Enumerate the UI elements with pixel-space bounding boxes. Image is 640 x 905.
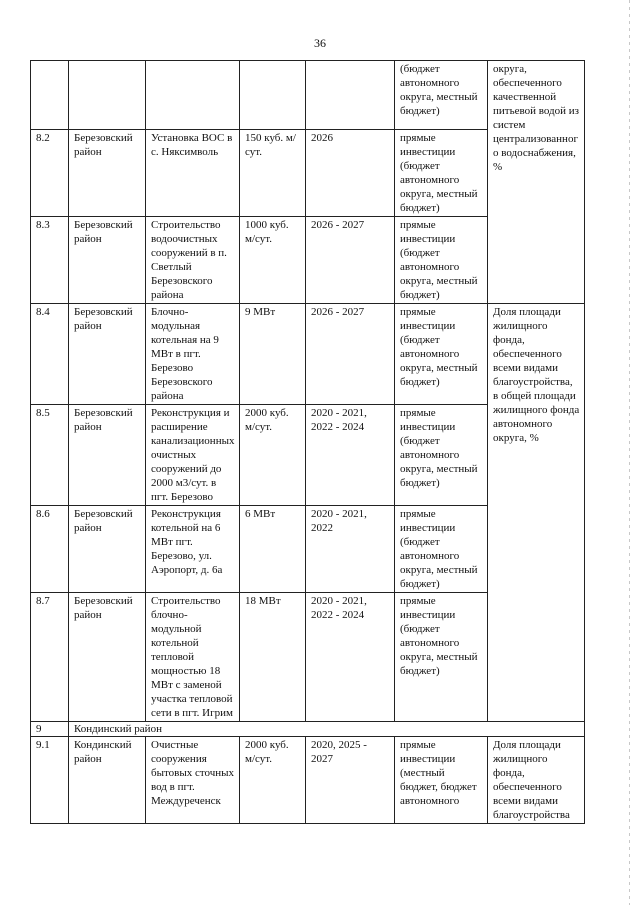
- capacity-cell: 1000 куб. м/сут.: [240, 217, 306, 304]
- row-number: 8.4: [31, 304, 69, 405]
- source-cell: прямые инвестиции (бюджет автономного округа, местный бюджет): [395, 593, 488, 722]
- period-cell: [306, 61, 395, 130]
- row-number: 8.3: [31, 217, 69, 304]
- district-cell: Березовский район: [69, 217, 146, 304]
- source-cell: прямые инвестиции (бюджет автономного округа, местный бюджет): [395, 130, 488, 217]
- capacity-cell: 2000 куб. м/сут.: [240, 737, 306, 824]
- object-cell: Установка ВОС в с. Няксимволь: [146, 130, 240, 217]
- page-number: 36: [314, 36, 326, 50]
- capacity-cell: 18 МВт: [240, 593, 306, 722]
- table-row: [31, 737, 585, 824]
- district-cell: Березовский район: [69, 304, 146, 405]
- period-cell: 2026: [306, 130, 395, 217]
- district-cell: [69, 61, 146, 130]
- source-cell: (бюджет автономного округа, местный бюджет): [395, 61, 488, 130]
- object-cell: Реконструкция котельной на 6 МВт пгт. Березово, ул. Аэропорт, д. 6а: [146, 506, 240, 593]
- period-cell: 2020 - 2021, 2022 - 2024: [306, 405, 395, 506]
- capacity-cell: 6 МВт: [240, 506, 306, 593]
- capacity-cell: 9 МВт: [240, 304, 306, 405]
- district-cell: Березовский район: [69, 593, 146, 722]
- section-row: [31, 722, 585, 737]
- indicator-cell-housing: Доля площади жилищного фонда, обеспеченного всеми видами благоустройства, в общей площади жилищного фонда автономного округа, %: [488, 304, 585, 722]
- row-number: 8.6: [31, 506, 69, 593]
- source-cell: прямые инвестиции (бюджет автономного округа, местный бюджет): [395, 506, 488, 593]
- period-cell: 2026 - 2027: [306, 304, 395, 405]
- period-cell: 2020 - 2021, 2022: [306, 506, 395, 593]
- period-cell: 2026 - 2027: [306, 217, 395, 304]
- source-cell: прямые инвестиции (бюджет автономного округа, местный бюджет): [395, 405, 488, 506]
- district-cell: Кондинский район: [69, 737, 146, 824]
- page-edge-line: [629, 0, 630, 905]
- table-row: [31, 304, 585, 405]
- capacity-cell: [240, 61, 306, 130]
- investment-table: [30, 60, 585, 824]
- indicator-cell: Доля площади жилищного фонда, обеспеченного всеми видами благоустройства: [488, 737, 585, 824]
- object-cell: Блочно-модульная котельная на 9 МВт в пгт. Березово Березовского района: [146, 304, 240, 405]
- row-number: 8.7: [31, 593, 69, 722]
- capacity-cell: 150 куб. м/сут.: [240, 130, 306, 217]
- object-cell: Строительство блочно-модульной котельной тепловой мощностью 18 МВт с заменой участка тепловой сети в пгт. Игрим: [146, 593, 240, 722]
- capacity-cell: 2000 куб. м/сут.: [240, 405, 306, 506]
- row-number: 9.1: [31, 737, 69, 824]
- section-number: 9: [31, 722, 69, 737]
- indicator-cell-water: округа, обеспеченного качественной питьевой водой из систем централизованного водоснабжения, %: [488, 61, 585, 304]
- district-cell: Березовский район: [69, 405, 146, 506]
- period-cell: 2020 - 2021, 2022 - 2024: [306, 593, 395, 722]
- source-cell: прямые инвестиции (бюджет автономного округа, местный бюджет): [395, 217, 488, 304]
- district-cell: Березовский район: [69, 130, 146, 217]
- object-cell: [146, 61, 240, 130]
- row-number: 8.2: [31, 130, 69, 217]
- table-row: [31, 61, 585, 130]
- district-cell: Березовский район: [69, 506, 146, 593]
- object-cell: Строительство водоочистных сооружений в п. Светлый Березовского района: [146, 217, 240, 304]
- source-cell: прямые инвестиции (бюджет автономного округа, местный бюджет): [395, 304, 488, 405]
- row-number: [31, 61, 69, 130]
- object-cell: Реконструкция и расширение канализационных очистных сооружений до 2000 м3/сут. в пгт. Березово: [146, 405, 240, 506]
- row-number: 8.5: [31, 405, 69, 506]
- section-title: Кондинский район: [69, 722, 585, 737]
- source-cell: прямые инвестиции (местный бюджет, бюджет автономного: [395, 737, 488, 824]
- object-cell: Очистные сооружения бытовых сточных вод в пгт. Междуреченск: [146, 737, 240, 824]
- period-cell: 2020, 2025 - 2027: [306, 737, 395, 824]
